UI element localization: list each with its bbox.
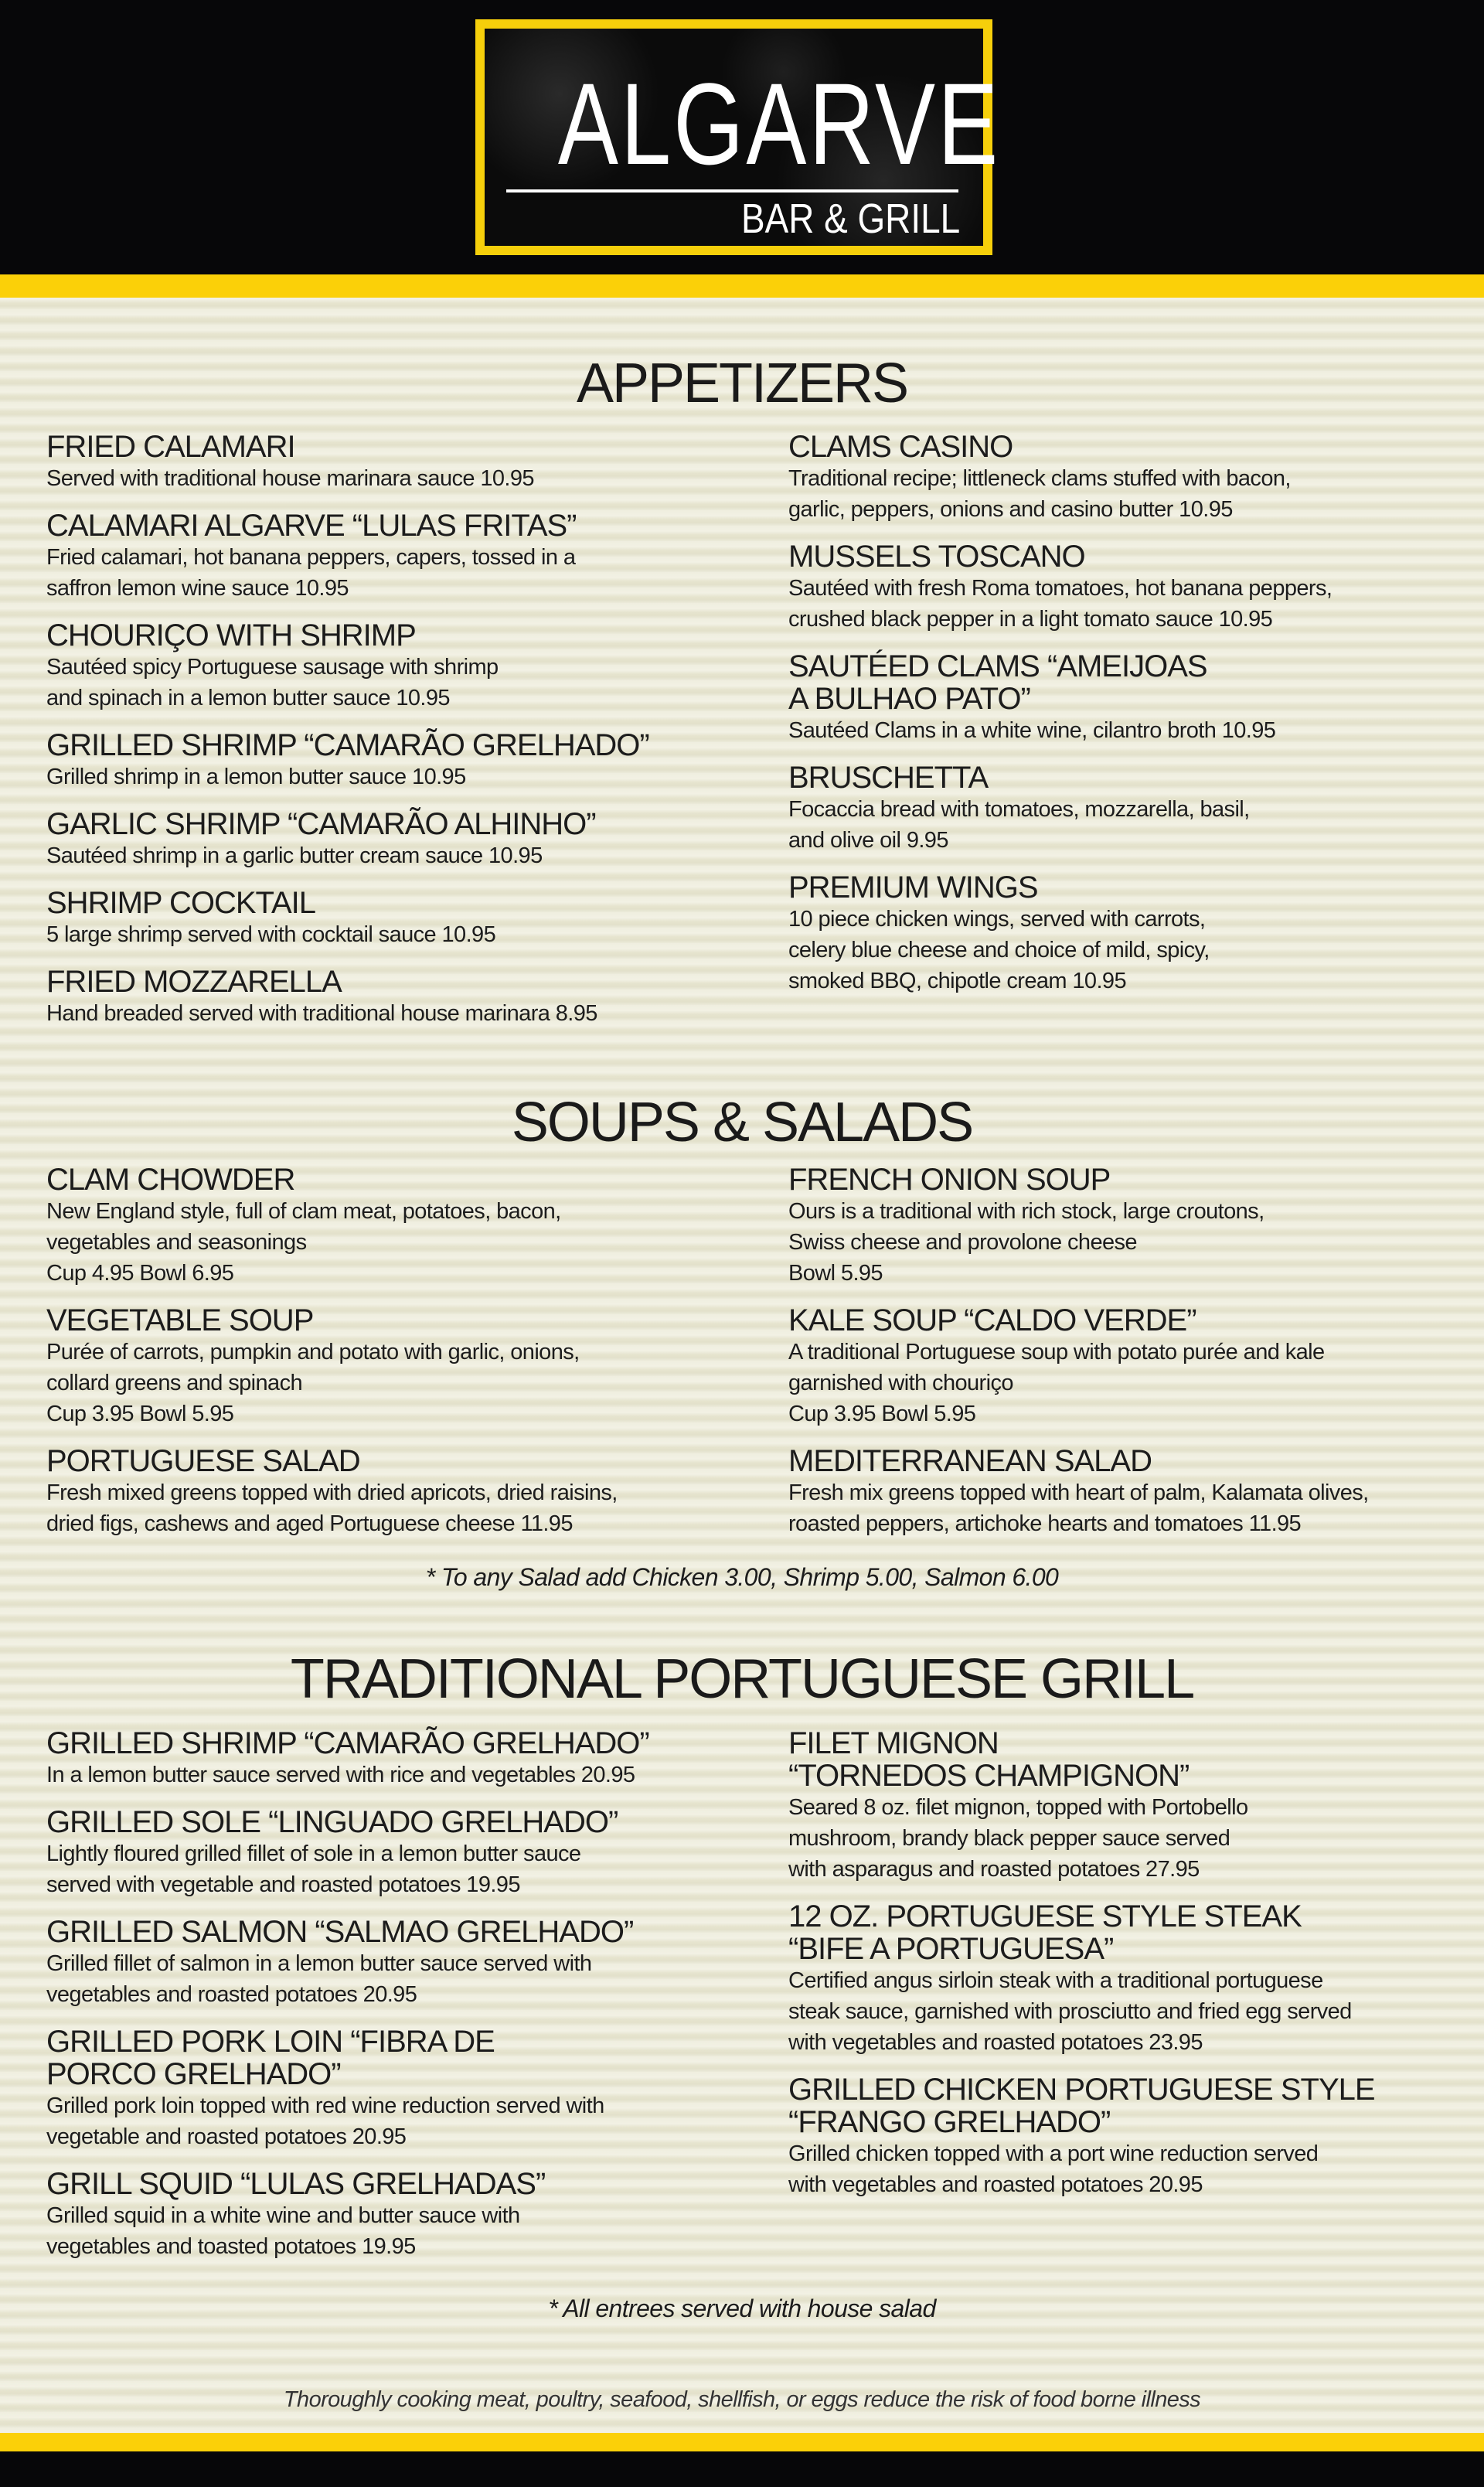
soups-left-column bbox=[46, 1163, 727, 1555]
menu-item bbox=[788, 1304, 1469, 1429]
menu-item-description: 10 piece chicken wings, served with carrots, bbox=[788, 907, 1206, 932]
appetizers-left-column bbox=[46, 431, 727, 1044]
menu-item-name: 12 OZ. PORTUGUESE STYLE STEAK bbox=[788, 1899, 1302, 1933]
menu-item-description: and olive oil 9.95 bbox=[788, 828, 948, 853]
entree-salad-note: * All entrees served with house salad bbox=[548, 2295, 936, 2322]
menu-item-description: mushroom, brandy black pepper sauce served bbox=[788, 1826, 1230, 1851]
menu-item-description: Cup 4.95 Bowl 6.95 bbox=[46, 1261, 234, 1286]
menu-item-description: Sautéed with fresh Roma tomatoes, hot banana peppers, bbox=[788, 576, 1333, 601]
menu-item-name-cont: A BULHAO PATO” bbox=[788, 682, 1030, 716]
menu-item-description: Fresh mix greens topped with heart of palm, Kalamata olives, bbox=[788, 1480, 1369, 1505]
menu-item-description: Grilled chicken topped with a port wine reduction served bbox=[788, 2141, 1319, 2166]
menu-item-name: GRILLED SHRIMP “CAMARÃO GRELHADO” bbox=[46, 1726, 649, 1760]
menu-item-description: Hand breaded served with traditional house marinara 8.95 bbox=[46, 1001, 597, 1026]
menu-item-name-cont: “TORNEDOS CHAMPIGNON” bbox=[788, 1759, 1190, 1793]
menu-item-description: with vegetables and roasted potatoes 23.95 bbox=[788, 2030, 1203, 2055]
menu-item bbox=[46, 431, 727, 494]
menu-item-name: MEDITERRANEAN SALAD bbox=[788, 1444, 1152, 1478]
menu-item-description: Grilled shrimp in a lemon butter sauce 10.95 bbox=[46, 765, 466, 789]
menu-item bbox=[46, 1163, 727, 1289]
menu-item-name: SAUTÉED CLAMS “AMEIJOAS bbox=[788, 649, 1207, 683]
grill-left-column bbox=[46, 1727, 727, 2277]
menu-item-description: collard greens and spinach bbox=[46, 1371, 303, 1395]
menu-item bbox=[46, 1806, 727, 1900]
menu-item-description: garnished with chouriço bbox=[788, 1371, 1013, 1395]
menu-item-description: steak sauce, garnished with prosciutto and fried egg served bbox=[788, 1999, 1352, 2024]
section-title-grill: TRADITIONAL PORTUGUESE GRILL bbox=[290, 1648, 1194, 1710]
menu-item bbox=[788, 761, 1469, 856]
food-safety-disclaimer: Thoroughly cooking meat, poultry, seafood, shellfish, or eggs reduce the risk of food borne illness bbox=[283, 2387, 1201, 2412]
menu-item-description: Grilled fillet of salmon in a lemon butter sauce served with bbox=[46, 1951, 592, 1976]
menu-item-name: CALAMARI ALGARVE “LULAS FRITAS” bbox=[46, 509, 577, 543]
menu-item bbox=[46, 619, 727, 714]
menu-item bbox=[788, 1163, 1469, 1289]
section-title-soups-salads: SOUPS & SALADS bbox=[511, 1092, 973, 1153]
menu-item-description: with vegetables and roasted potatoes 20.95 bbox=[788, 2172, 1203, 2197]
footer-band bbox=[0, 2451, 1484, 2487]
menu-item-name: GRILLED PORK LOIN “FIBRA DE bbox=[46, 2025, 495, 2059]
menu-item-name: GARLIC SHRIMP “CAMARÃO ALHINHO” bbox=[46, 807, 596, 841]
menu-item bbox=[788, 650, 1469, 746]
menu-item-description: roasted peppers, artichoke hearts and tomatoes 11.95 bbox=[788, 1511, 1302, 1536]
soups-right-column bbox=[788, 1163, 1469, 1555]
menu-item-description: with asparagus and roasted potatoes 27.95 bbox=[788, 1857, 1200, 1882]
menu-item bbox=[46, 887, 727, 950]
menu-item-name: BRUSCHETTA bbox=[788, 761, 989, 795]
menu-item-description: Focaccia bread with tomatoes, mozzarella, basil, bbox=[788, 797, 1250, 822]
menu-item-description: Grilled squid in a white wine and butter sauce with bbox=[46, 2203, 520, 2228]
menu-item-description: New England style, full of clam meat, potatoes, bacon, bbox=[46, 1199, 561, 1224]
menu-item bbox=[788, 1900, 1469, 2058]
menu-item bbox=[46, 509, 727, 604]
menu-item-name: CHOURIÇO WITH SHRIMP bbox=[46, 618, 416, 652]
restaurant-logo bbox=[475, 19, 1001, 255]
menu-item-name: FILET MIGNON bbox=[788, 1726, 999, 1760]
menu-item-description: Sautéed shrimp in a garlic butter cream sauce 10.95 bbox=[46, 843, 543, 868]
menu-item-name-cont: “BIFE A PORTUGUESA” bbox=[788, 1932, 1114, 1966]
menu-item-description: A traditional Portuguese soup with potato purée and kale bbox=[788, 1340, 1325, 1364]
menu-item-name: GRILLED SOLE “LINGUADO GRELHADO” bbox=[46, 1805, 618, 1839]
menu-item-description: served with vegetable and roasted potatoes 19.95 bbox=[46, 1872, 520, 1897]
section-title-appetizers: APPETIZERS bbox=[576, 353, 908, 414]
menu-item bbox=[788, 1445, 1469, 1539]
menu-item-name: GRILLED SALMON “SALMAO GRELHADO” bbox=[46, 1915, 634, 1949]
menu-item bbox=[46, 808, 727, 871]
menu-item-name: KALE SOUP “CALDO VERDE” bbox=[788, 1303, 1196, 1337]
menu-item-name: GRILLED CHICKEN PORTUGUESE STYLE bbox=[788, 2073, 1375, 2107]
menu-item-description: 5 large shrimp served with cocktail sauce 10.95 bbox=[46, 922, 496, 947]
menu-item-description: Bowl 5.95 bbox=[788, 1261, 883, 1286]
menu-item-description: smoked BBQ, chipotle cream 10.95 bbox=[788, 969, 1126, 993]
menu-item-description: Served with traditional house marinara sauce 10.95 bbox=[46, 466, 534, 491]
menu-item-name-cont: “FRANGO GRELHADO” bbox=[788, 2105, 1111, 2139]
menu-item-description: Cup 3.95 Bowl 5.95 bbox=[788, 1402, 976, 1426]
menu-item-description: Swiss cheese and provolone cheese bbox=[788, 1230, 1137, 1255]
menu-item-name: PREMIUM WINGS bbox=[788, 870, 1038, 905]
menu-item-description: vegetables and seasonings bbox=[46, 1230, 307, 1255]
logo-divider bbox=[506, 189, 958, 192]
menu-item-description: Certified angus sirloin steak with a traditional portuguese bbox=[788, 1968, 1323, 1993]
menu-item-name: SHRIMP COCKTAIL bbox=[46, 886, 316, 920]
menu-item bbox=[46, 1727, 727, 1790]
menu-item-description: and spinach in a lemon butter sauce 10.95 bbox=[46, 686, 450, 710]
menu-item bbox=[46, 729, 727, 792]
menu-item-description: Sautéed Clams in a white wine, cilantro broth 10.95 bbox=[788, 718, 1276, 743]
menu-item bbox=[788, 871, 1469, 997]
menu-item bbox=[46, 2168, 727, 2262]
menu-item-name: FRIED CALAMARI bbox=[46, 430, 295, 464]
menu-item-description: Ours is a traditional with rich stock, large croutons, bbox=[788, 1199, 1264, 1224]
menu-item bbox=[46, 1445, 727, 1539]
menu-item-description: Fresh mixed greens topped with dried apricots, dried raisins, bbox=[46, 1480, 618, 1505]
menu-item-name: PORTUGUESE SALAD bbox=[46, 1444, 360, 1478]
logo-name: ALGARVE bbox=[557, 59, 1001, 189]
menu-item-description: Sautéed spicy Portuguese sausage with shrimp bbox=[46, 655, 499, 680]
menu-item-name: MUSSELS TOSCANO bbox=[788, 540, 1085, 574]
menu-item-description: vegetables and roasted potatoes 20.95 bbox=[46, 1982, 417, 2007]
menu-item-description: Purée of carrots, pumpkin and potato with garlic, onions, bbox=[46, 1340, 580, 1364]
menu-item-description: Traditional recipe; littleneck clams stuffed with bacon, bbox=[788, 466, 1291, 491]
menu-item-name: CLAM CHOWDER bbox=[46, 1163, 295, 1197]
menu-item bbox=[46, 1916, 727, 2010]
menu-item-description: Fried calamari, hot banana peppers, capers, tossed in a bbox=[46, 545, 576, 570]
menu-item-description: garlic, peppers, onions and casino butter 10.95 bbox=[788, 497, 1233, 522]
menu-item-name: CLAMS CASINO bbox=[788, 430, 1013, 464]
menu-item-description: vegetable and roasted potatoes 20.95 bbox=[46, 2124, 407, 2149]
menu-item-description: In a lemon butter sauce served with rice and vegetables 20.95 bbox=[46, 1763, 635, 1787]
menu-item-description: Lightly floured grilled fillet of sole in a lemon butter sauce bbox=[46, 1841, 581, 1866]
menu-item-description: Cup 3.95 Bowl 5.95 bbox=[46, 1402, 234, 1426]
menu-item-description: celery blue cheese and choice of mild, spicy, bbox=[788, 938, 1210, 962]
menu-item-description: dried figs, cashews and aged Portuguese cheese 11.95 bbox=[46, 1511, 573, 1536]
salad-addon-note: * To any Salad add Chicken 3.00, Shrimp 5.00, Salmon 6.00 bbox=[425, 1563, 1059, 1591]
appetizers-right-column bbox=[788, 431, 1469, 1012]
grill-right-column bbox=[788, 1727, 1469, 2216]
menu-item bbox=[46, 966, 727, 1029]
menu-item-description: Grilled pork loin topped with red wine reduction served with bbox=[46, 2094, 604, 2118]
menu-item-name: VEGETABLE SOUP bbox=[46, 1303, 314, 1337]
menu-item-name: GRILL SQUID “LULAS GRELHADAS” bbox=[46, 2167, 546, 2201]
menu-item-description: crushed black pepper in a light tomato sauce 10.95 bbox=[788, 607, 1273, 632]
menu-item bbox=[788, 431, 1469, 525]
menu-item-name-cont: PORCO GRELHADO” bbox=[46, 2057, 341, 2091]
menu-item-name: FRIED MOZZARELLA bbox=[46, 965, 342, 999]
menu-item bbox=[788, 540, 1469, 635]
menu-item bbox=[46, 1304, 727, 1429]
menu-item-name: GRILLED SHRIMP “CAMARÃO GRELHADO” bbox=[46, 728, 649, 762]
menu-item-description: vegetables and toasted potatoes 19.95 bbox=[46, 2234, 416, 2259]
menu-item bbox=[788, 2073, 1469, 2200]
yellow-stripe-top bbox=[0, 274, 1484, 298]
menu-item-name: FRENCH ONION SOUP bbox=[788, 1163, 1111, 1197]
menu-item bbox=[46, 2025, 727, 2152]
menu-item bbox=[788, 1727, 1469, 1885]
menu-item-description: Seared 8 oz. filet mignon, topped with Portobello bbox=[788, 1795, 1248, 1820]
yellow-stripe-bottom bbox=[0, 2433, 1484, 2451]
logo-subtitle: BAR & GRILL bbox=[740, 196, 960, 242]
menu-item-description: saffron lemon wine sauce 10.95 bbox=[46, 576, 349, 601]
